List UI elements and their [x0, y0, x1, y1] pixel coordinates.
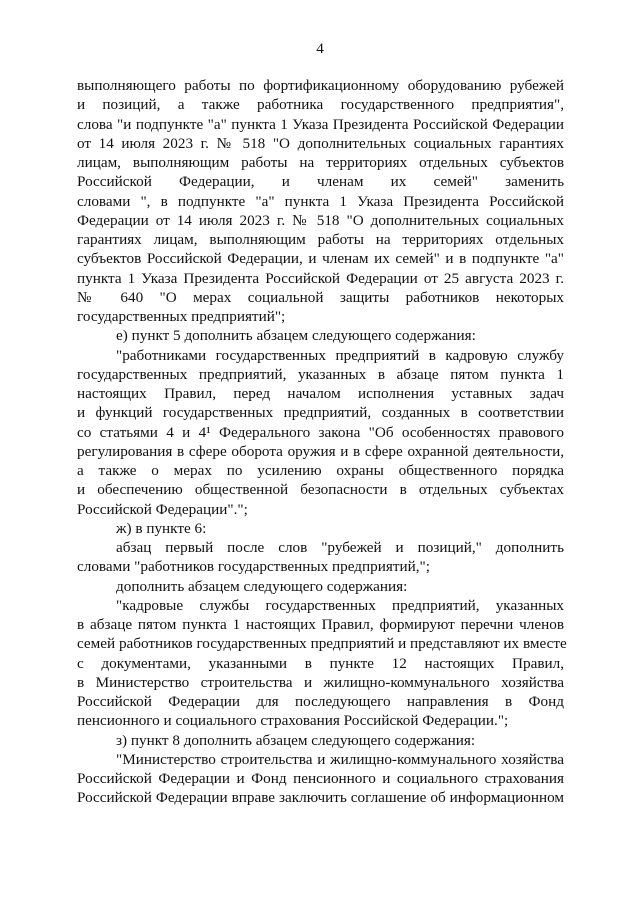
- text-line: государственных предприятий";: [77, 308, 286, 325]
- text-line: словами "работников государственных предприятий,";: [77, 558, 430, 576]
- text-line: № 640 "О мерах социальной защиты работников некоторых: [77, 288, 564, 306]
- text-line: пенсионного и социального страхования Российской Федерации.";: [77, 712, 509, 730]
- text-line: регулирования в сфере оборота оружия и в сфере охранной деятельности,: [77, 442, 564, 460]
- text-line: а также о мерах по усилению охраны общественного порядка: [77, 462, 564, 479]
- text-line: с документами, указанными в пункте 12 настоящих Правил,: [77, 654, 564, 672]
- text-line: слова "и подпункте "а" пункта 1 Указа Президента Российской Федерации: [77, 115, 564, 133]
- text-line: в Министерство строительства и жилищно-коммунального хозяйства: [77, 673, 564, 691]
- text-line: Федерации от 14 июля 2023 г. № 518 "О дополнительных социальных: [77, 211, 564, 229]
- text-line: "Министерство строительства и жилищно-коммунального хозяйства: [116, 750, 564, 768]
- text-line: Российской Федерации".";: [77, 500, 248, 518]
- text-line: Российской Федерации для последующего направления в Фонд: [77, 693, 564, 710]
- text-line: з) пункт 8 дополнить абзацем следующего содержания:: [116, 731, 476, 749]
- text-line: дополнить абзацем следующего содержания:: [116, 577, 408, 595]
- text-line: в абзаце пятом пункта 1 настоящих Правил, формируют перечни членов: [77, 616, 564, 633]
- text-line: государственных предприятий, указанных в абзаце пятом пункта 1: [77, 365, 564, 383]
- text-line: от 14 июля 2023 г. № 518 "О дополнительных социальных гарантиях: [77, 134, 564, 152]
- text-line: субъектов Российской Федерации, и членам их семей" и в подпункте "а": [77, 250, 564, 268]
- text-line: семей работников государственных предприятий и представляют их вместе: [77, 635, 567, 653]
- text-line: словами ", в подпункте "а" пункта 1 Указа Президента Российской: [77, 192, 564, 210]
- text-line: абзац первый после слов "рубежей и позиций," дополнить: [116, 539, 564, 556]
- text-line: выполняющего работы по фортификационному оборудованию рубежей: [77, 77, 564, 94]
- text-line: е) пункт 5 дополнить абзацем следующего содержания:: [116, 327, 476, 345]
- text-line: и обеспечению общественной безопасности в отдельных субъектах: [77, 481, 564, 499]
- text-line: "кадровые службы государственных предприятий, указанных: [116, 596, 564, 614]
- text-line: ж) в пункте 6:: [116, 519, 207, 537]
- page-number: 4: [316, 40, 324, 57]
- text-line: настоящих Правил, перед началом исполнения уставных задач: [77, 385, 564, 402]
- text-line: со статьями 4 и 4¹ Федерального закона "Об особенностях правового: [77, 423, 564, 441]
- text-line: гарантиях лицам, выполняющим работы на территориях отдельных: [77, 231, 564, 248]
- text-line: "работниками государственных предприятий в кадровую службу: [116, 346, 564, 364]
- text-line: Российской Федерации, и членам их семей" заменить: [77, 173, 564, 191]
- text-line: лицам, выполняющим работы на территориях отдельных субъектов: [77, 154, 564, 171]
- text-line: Российской Федерации вправе заключить соглашение об информационном: [77, 789, 564, 807]
- text-line: Российской Федерации и Фонд пенсионного и социального страхования: [77, 770, 564, 787]
- text-line: и позиций, а также работника государственного предприятия",: [77, 96, 564, 114]
- text-line: пункта 1 Указа Президента Российской Федерации от 25 августа 2023 г.: [77, 269, 564, 287]
- text-line: и функций государственных предприятий, созданных в соответствии: [77, 404, 564, 422]
